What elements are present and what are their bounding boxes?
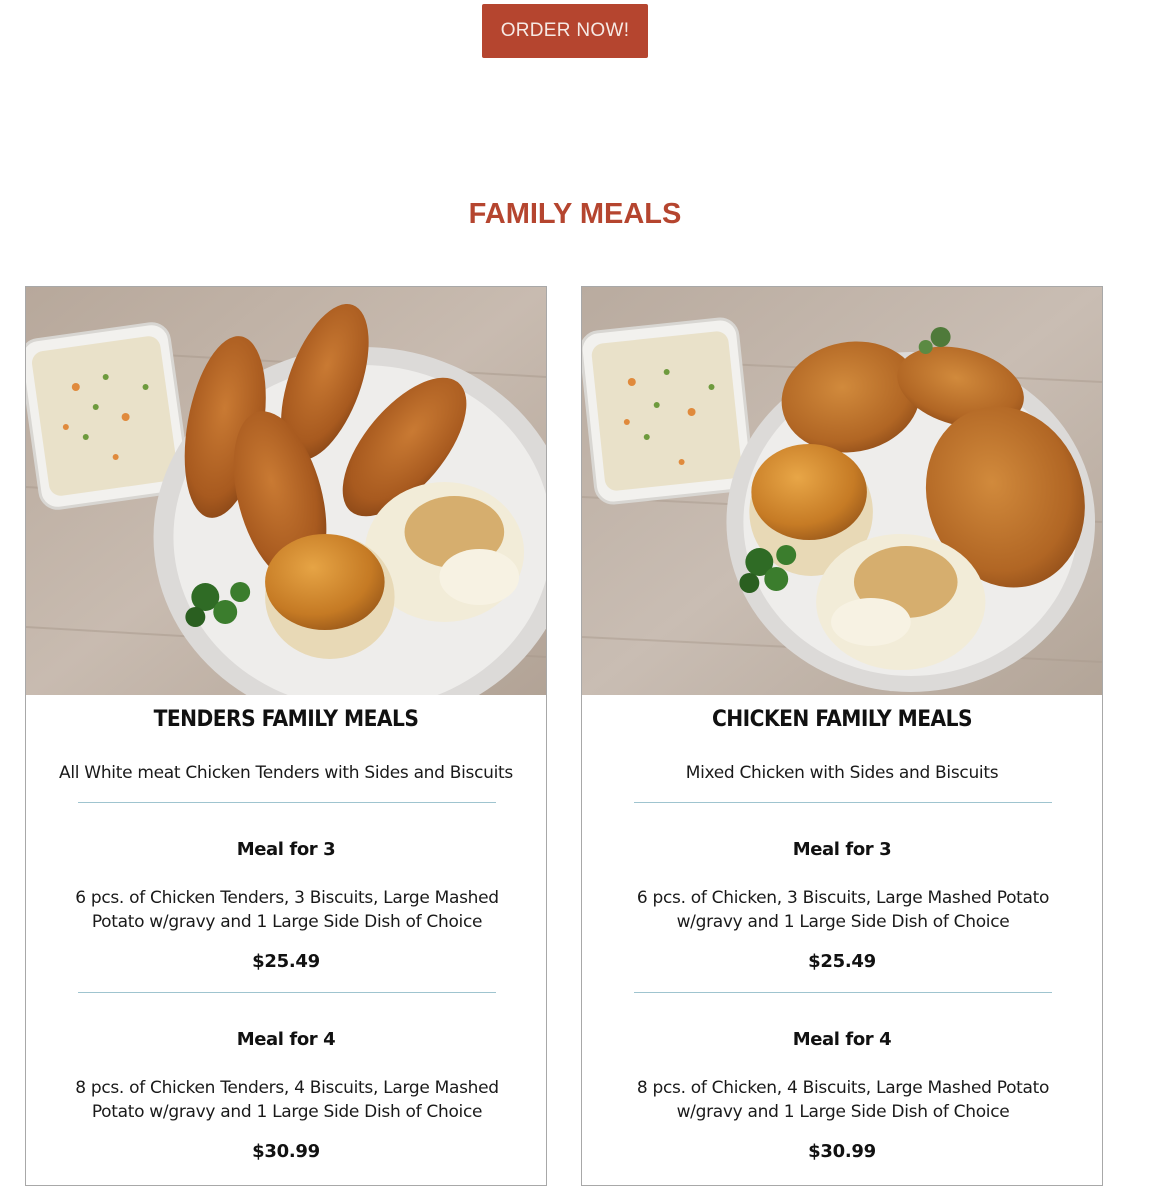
meal-price: $30.99: [808, 1141, 876, 1162]
card-title: CHICKEN FAMILY MEALS: [711, 707, 973, 732]
section-title: FAMILY MEALS: [468, 198, 682, 230]
tenders-plate-photo: [26, 287, 546, 695]
divider: [634, 992, 1052, 993]
card-subtitle: Mixed Chicken with Sides and Biscuits: [685, 763, 999, 783]
meal-price: $25.49: [808, 951, 876, 972]
meal-title: Meal for 3: [792, 839, 892, 860]
meal-title: Meal for 3: [236, 839, 336, 860]
meal-title: Meal for 4: [792, 1029, 892, 1050]
order-now-button[interactable]: ORDER NOW!: [482, 4, 648, 58]
chicken-family-meals-card: [581, 286, 1103, 1186]
meal-description: 8 pcs. of Chicken, 4 Biscuits, Large Mashed Potato w/gravy and 1 Large Side Dish of Choice: [636, 1078, 1050, 1122]
card-subtitle: All White meat Chicken Tenders with Sides and Biscuits: [59, 763, 513, 783]
meal-description: 8 pcs. of Chicken Tenders, 4 Biscuits, Large Mashed Potato w/gravy and 1 Large Side Dish of Choice: [75, 1078, 499, 1122]
meal-title: Meal for 4: [236, 1029, 336, 1050]
meal-description: 6 pcs. of Chicken, 3 Biscuits, Large Mashed Potato w/gravy and 1 Large Side Dish of Choice: [636, 888, 1050, 932]
meal-price: $25.49: [252, 951, 320, 972]
divider: [78, 992, 496, 993]
card-title: TENDERS FAMILY MEALS: [153, 707, 419, 732]
meal-description: 6 pcs. of Chicken Tenders, 3 Biscuits, Large Mashed Potato w/gravy and 1 Large Side Dish of Choice: [75, 888, 499, 932]
meal-price: $30.99: [252, 1141, 320, 1162]
tenders-family-meals-card: [25, 286, 547, 1186]
divider: [78, 802, 496, 803]
chicken-plate-photo: [582, 287, 1102, 695]
divider: [634, 802, 1052, 803]
